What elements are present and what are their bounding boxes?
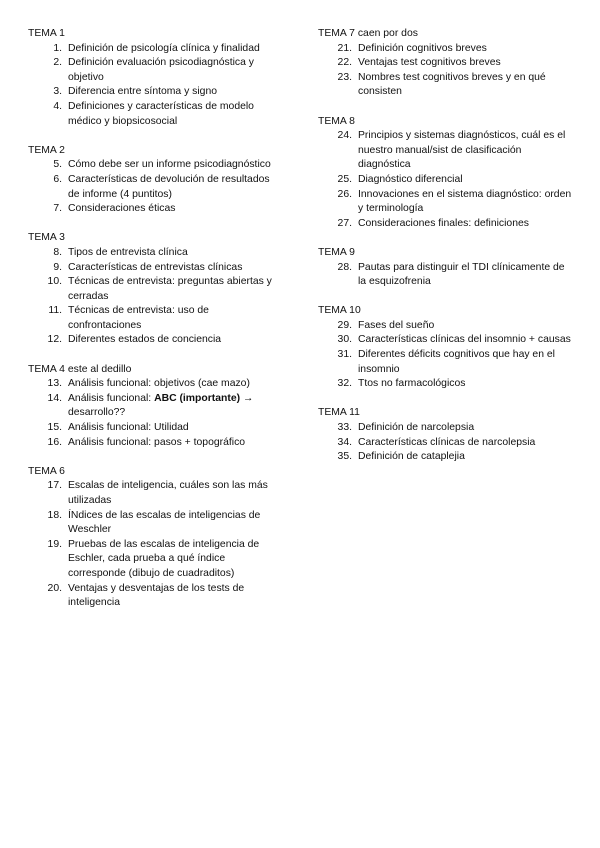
item-number: 11.: [48, 305, 62, 317]
list-item: [318, 450, 572, 465]
item-text-part: Pautas para distinguir el TDI clínicamente de la esquizofrenia: [358, 261, 565, 288]
item-text-part: Características de devolución de resultados de informe (4 puntitos): [68, 173, 270, 200]
item-number: 29.: [337, 319, 352, 331]
item-number: 31.: [337, 349, 352, 361]
item-text-part: Consideraciones éticas: [68, 203, 176, 215]
item-text: [68, 173, 280, 202]
item-number: 32.: [337, 378, 352, 390]
section-title: TEMA 7 caen por dos: [318, 28, 418, 39]
item-text-part: Nombres test cognitivos breves y en qué consisten: [358, 71, 546, 98]
item-number: 16.: [47, 436, 62, 448]
item-number: 22.: [337, 57, 352, 69]
item-number: 10.: [47, 276, 62, 288]
list-item: [318, 377, 572, 392]
item-text-part: Técnicas de entrevista: preguntas abiertas y cerradas: [68, 276, 272, 302]
item-text: [358, 450, 572, 465]
item-text-part: Cómo debe ser un informe psicodiagnóstico: [68, 159, 271, 171]
item-number: 30.: [337, 334, 352, 346]
item-text-part: Análisis funcional: pasos + topográfico: [68, 436, 246, 448]
topic-section: [28, 27, 280, 129]
list-item: [318, 348, 572, 377]
item-text-part: Análisis funcional: Utilidad: [68, 422, 189, 434]
item-number: 6.: [53, 173, 62, 185]
topic-section: [318, 246, 572, 290]
section-title: TEMA 6: [28, 465, 65, 477]
item-text-part: → desarrollo??: [68, 392, 254, 419]
item-text: [68, 261, 280, 276]
item-number: 3.: [53, 86, 62, 98]
item-text-part: Diferentes estados de conciencia: [68, 334, 222, 346]
item-text-part: Principios y sistemas diagnósticos, cuál es el nuestro manual/sist de clasificación diagnóstica: [358, 130, 566, 171]
item-text: [358, 348, 572, 377]
item-number: 2.: [53, 57, 62, 69]
right-column: [318, 27, 572, 479]
item-text: [358, 377, 572, 392]
item-text-part: Análisis funcional:: [68, 392, 155, 404]
item-number: 34.: [337, 436, 352, 448]
item-text-part: Escalas de inteligencia, cuáles son las más utilizadas: [68, 480, 268, 506]
item-text: [68, 436, 280, 451]
item-text-part: Características clínicas de narcolepsia: [358, 436, 536, 448]
list-item: [28, 246, 280, 261]
item-number: 28.: [337, 261, 352, 273]
section-title: TEMA 10: [318, 305, 361, 317]
item-text-part: Fases del sueño: [358, 319, 435, 331]
list-item: [28, 261, 280, 276]
list-item: [318, 173, 572, 188]
item-number: 9.: [53, 261, 62, 273]
item-text-part: Definición evaluación psicodiagnóstica y objetivo: [68, 57, 254, 83]
section-title: TEMA 2: [28, 144, 65, 156]
list-item: [318, 188, 572, 217]
item-number: 7.: [53, 203, 62, 215]
item-number: 14.: [47, 392, 62, 404]
item-number: 19.: [47, 538, 62, 550]
list-item: [28, 100, 280, 129]
item-text: [358, 42, 572, 57]
item-number: 25.: [337, 173, 352, 185]
list-item: [318, 261, 572, 290]
item-text: [68, 85, 280, 100]
item-text-part: Innovaciones en el sistema diagnóstico: orden y terminología: [358, 188, 572, 215]
item-text: [68, 479, 280, 508]
list-item: [318, 217, 572, 232]
section-title: TEMA 9: [318, 246, 355, 258]
section-title: TEMA 8: [318, 115, 355, 127]
item-number: 8.: [53, 246, 62, 258]
item-text: [68, 582, 280, 611]
item-number: 23.: [337, 71, 352, 83]
item-text: [68, 377, 280, 392]
item-text-part: Definición de cataplejia: [358, 451, 465, 463]
item-text: [358, 261, 572, 290]
item-text-part: Ventajas test cognitivos breves: [358, 57, 501, 69]
topic-section: [318, 115, 572, 232]
item-text: [358, 421, 572, 436]
item-text-part: Técnicas de entrevista: uso de confrontaciones: [68, 305, 209, 331]
item-number: 24.: [337, 130, 352, 142]
item-text: [68, 538, 280, 582]
list-item: [318, 436, 572, 451]
item-text: [358, 71, 572, 100]
list-item: [28, 421, 280, 436]
item-number: 4.: [53, 100, 62, 112]
item-text: [358, 173, 572, 188]
item-text: [68, 392, 280, 421]
topic-section: [318, 27, 572, 100]
list-item: [28, 392, 280, 421]
list-item: [28, 538, 280, 582]
item-text: [68, 509, 280, 538]
list-item: [28, 304, 280, 333]
item-number: 33.: [337, 422, 352, 434]
item-text-part: Definición cognitivos breves: [358, 42, 487, 54]
item-text-part: Definición de narcolepsia: [358, 422, 475, 434]
item-number: 15.: [47, 422, 62, 434]
item-number: 18.: [47, 509, 62, 521]
list-item: [28, 333, 280, 348]
list-item: [28, 479, 280, 508]
list-item: [28, 275, 280, 304]
item-text: [68, 275, 280, 304]
item-number: 5.: [53, 159, 62, 171]
item-number: 12.: [47, 334, 62, 346]
topic-section: [318, 304, 572, 392]
list-item: [28, 202, 280, 217]
item-number: 1.: [53, 42, 62, 54]
list-item: [318, 56, 572, 71]
list-item: [28, 56, 280, 85]
item-text: [68, 333, 280, 348]
item-text: [358, 188, 572, 217]
item-text-part: Características clínicas del insomnio + causas: [358, 334, 571, 346]
list-item: [318, 421, 572, 436]
item-text-part: Diferentes déficits cognitivos que hay en el insomnio: [358, 349, 555, 375]
list-item: [318, 129, 572, 173]
item-text-bold: ABC (importante): [154, 392, 241, 404]
item-text: [358, 129, 572, 173]
item-number: 27.: [337, 217, 352, 229]
item-number: 21.: [337, 42, 352, 54]
item-text-part: Ventajas y desventajas de los tests de inteligencia: [68, 582, 245, 609]
list-item: [28, 436, 280, 451]
item-text-part: Tipos de entrevista clínica: [68, 246, 188, 258]
topic-section: [28, 231, 280, 348]
item-text: [68, 421, 280, 436]
list-item: [28, 582, 280, 611]
item-number: 26.: [337, 188, 352, 200]
item-text: [358, 333, 572, 348]
item-text-part: Análisis funcional: objetivos (cae mazo): [68, 378, 250, 390]
section-title: TEMA 11: [318, 407, 360, 419]
item-number: 13.: [47, 378, 62, 390]
item-number: 17.: [47, 480, 62, 492]
list-item: [28, 377, 280, 392]
list-item: [28, 85, 280, 100]
list-item: [318, 42, 572, 57]
item-text: [358, 217, 572, 232]
list-item: [318, 71, 572, 100]
item-text-part: Ttos no farmacológicos: [358, 378, 466, 390]
list-item: [318, 333, 572, 348]
topic-section: [318, 406, 572, 464]
item-text-part: Definición de psicología clínica y finalidad: [68, 42, 260, 54]
list-item: [28, 158, 280, 173]
item-number: 35.: [337, 451, 352, 463]
item-text-part: Diferencia entre síntoma y signo: [68, 86, 218, 98]
topic-section: [28, 144, 280, 217]
item-text-part: ÍNdices de las escalas de inteligencias de Weschler: [68, 509, 261, 536]
item-text: [68, 202, 280, 217]
item-text: [358, 56, 572, 71]
topic-section: [28, 465, 280, 611]
item-text: [68, 100, 280, 129]
item-text: [68, 42, 280, 57]
item-number: 20.: [47, 582, 62, 594]
section-title: TEMA 4 este al dedillo: [28, 363, 132, 375]
list-item: [28, 42, 280, 57]
item-text: [68, 56, 280, 85]
list-item: [28, 173, 280, 202]
item-text: [68, 158, 280, 173]
item-text: [358, 436, 572, 451]
topic-section: [28, 363, 280, 451]
item-text-part: Consideraciones finales: definiciones: [358, 217, 529, 229]
left-column: [28, 27, 280, 625]
list-item: [28, 509, 280, 538]
list-item: [318, 319, 572, 334]
item-text: [68, 246, 280, 261]
item-text: [68, 304, 280, 333]
item-text: [358, 319, 572, 334]
section-title: TEMA 3: [28, 232, 65, 244]
item-text-part: Características de entrevistas clínicas: [68, 261, 243, 273]
item-text-part: Diagnóstico diferencial: [358, 173, 463, 185]
item-text-part: Pruebas de las escalas de inteligencia de Eschler, cada prueba a qué índice corresponde (dibujo de cuadraditos): [68, 538, 260, 579]
item-text-part: Definiciones y características de modelo médico y biopsicosocial: [68, 100, 254, 127]
section-title: TEMA 1: [28, 28, 65, 39]
